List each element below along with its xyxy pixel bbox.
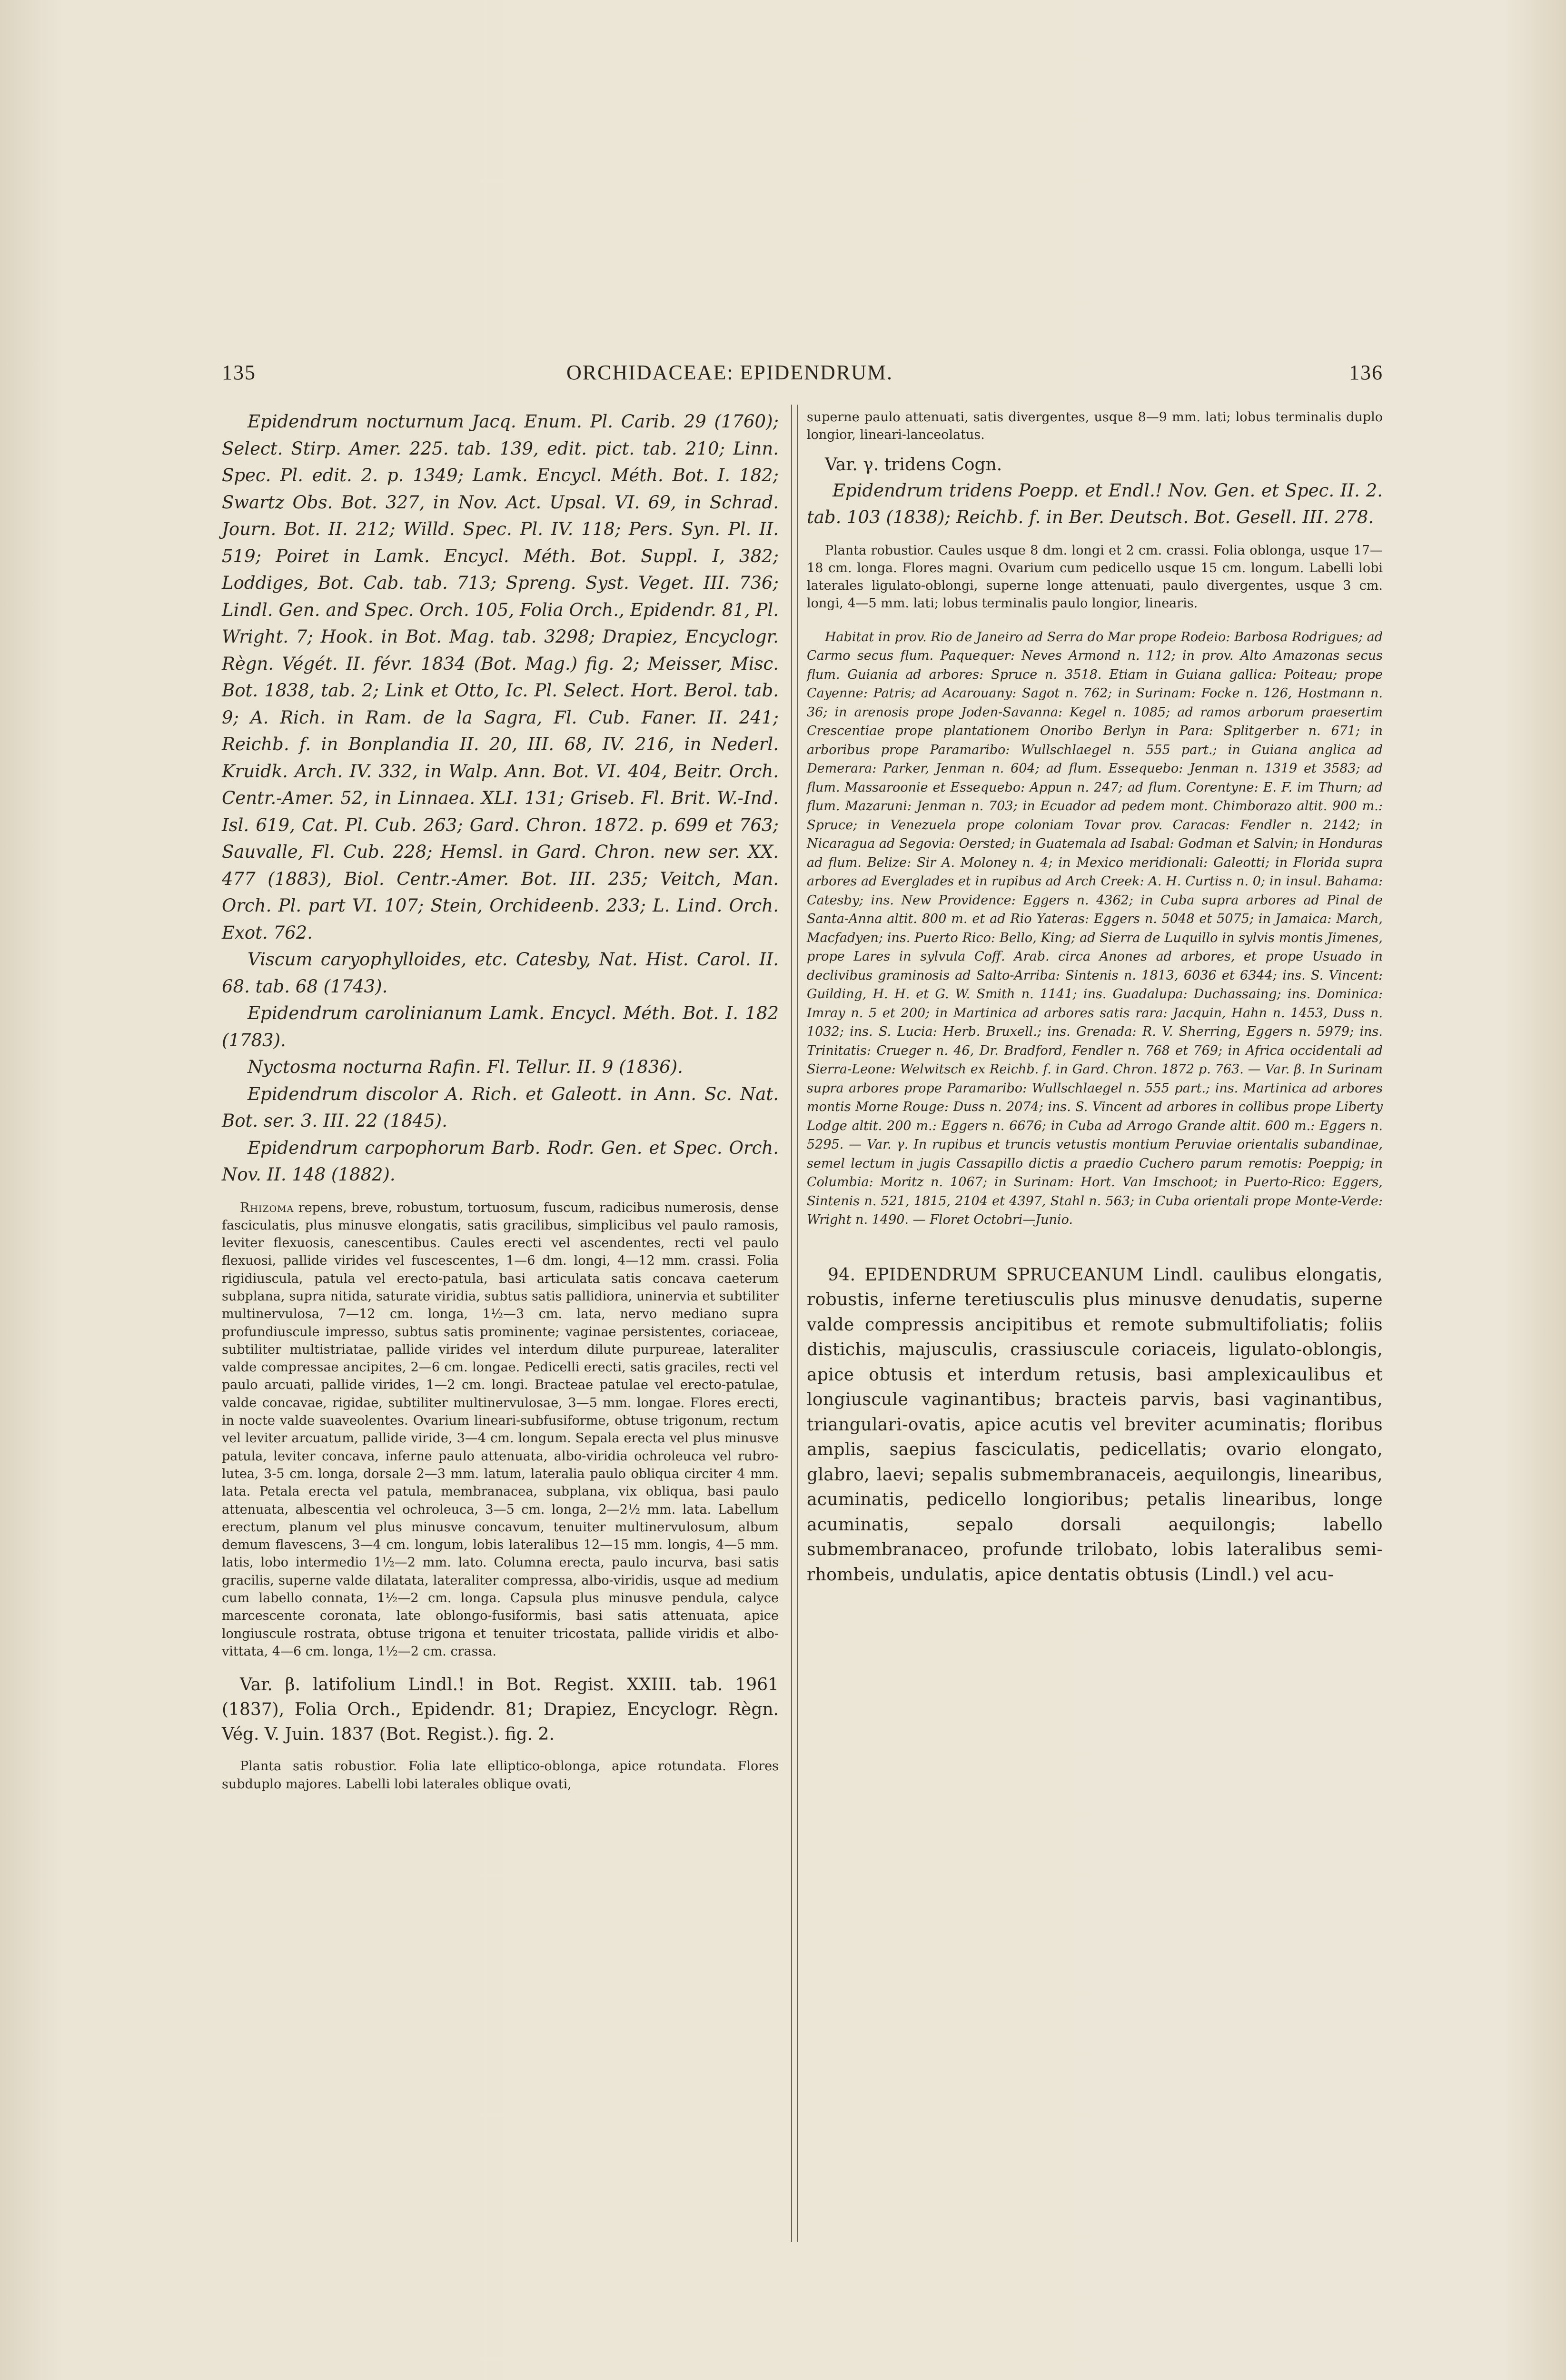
column-divider	[791, 405, 798, 2242]
synonym-citation: Epidendrum discolor A. Rich. et Galeott. in Ann. Sc. Nat. Bot. ser. 3. III. 22 (1845).	[222, 1083, 779, 1131]
variety-gamma-heading: Var. γ. tridens Cogn.	[825, 455, 1002, 475]
header-title: ORCHIDACEAE: EPIDENDRUM.	[566, 361, 893, 384]
page-number-right: 136	[1349, 361, 1383, 384]
synonym-citation: Epidendrum carolinianum Lamk. Encycl. Méth. Bot. I. 182 (1783).	[222, 1003, 779, 1051]
running-header	[222, 360, 1383, 398]
species-94-diagnosis: 94. EPIDENDRUM SPRUCEANUM Lindl. caulibus elongatis, robustis, inferne teretiusculis plus minusve denudatis, superne valde compressis ancipitibus et remote submultifoliatis; foliis distichis, majusculis, crassiuscule coriaceis, ligulato-oblongis, apice obtusis et interdum retusis, basi amplexicaulibus et longiuscule vaginantibus; bracteis parvis, basi vaginantibus, triangulari-ovatis, apice acutis vel breviter acuminatis; floribus amplis, saepius fasciculatis, pedicellatis; ovario elongato, glabro, laevi; sepalis submembranaceis, aequilongis, linearibus, acuminatis, pedicello longioribus; petalis linearibus, longe acuminatis, sepalo dorsali aequilongis; labello submembranaceo, profunde trilobato, lobis lateralibus semi-rhombeis, undulatis, apice dentatis obtusis (Lindl.) vel acu-	[807, 1265, 1383, 1585]
variety-beta-heading: Var. β. latifolium Lindl.! in Bot. Regist. XXIII. tab. 1961 (1837), Folia Orch., Epidendr. 81; Drapiez, Encyclogr. Règn. Vég. V. Juin. 1837 (Bot. Regist.). fig. 2.	[222, 1675, 779, 1745]
page-number-left: 135	[222, 361, 256, 384]
habitat-paragraph: Habitat in prov. Rio de Janeiro ad Serra do Mar prope Rodeio: Barbosa Rodrigues; ad Carmo secus flum. Paquequer: Neves Armond n. 112; in prov. Alto Amazonas secus flum. Guiania ad arbores: Spruce n. 3518. Etiam in Guiana gallica: Poiteau; prope Cayenne: Patris; ad Acarouany: Sagot n. 762; in Surinam: Focke n. 126, Hostmann n. 36; in arenosis prope Joden-Savanna: Kegel n. 1085; ad ramos arborum praesertim Crescentiae prope plantationem Onoribo Berlyn in Para: Splitgerber n. 671; in arboribus prope Paramaribo: Wullschlaegel n. 555 part.; in Guiana anglica ad Demerara: Parker, Jenman n. 604; ad flum. Essequebo: Jenman n. 1319 et 3583; ad flum. Massaroonie et Essequebo: Appun n. 247; ad flum. Corentyne: E. F. im Thurn; ad flum. Mazaruni: Jenman n. 703; in Ecuador ad pedem mont. Chimborazo altit. 900 m.: Spruce; in Venezuela prope coloniam Tovar prov. Caracas: Fendler n. 2142; in Nicaragua ad Segovia: Oersted; in Guatemala ad Isabal: Godman et Salvin; in Honduras ad flum. Belize: Sir A. Moloney n. 4; in Mexico meridionali: Galeotti; in Florida supra arbores ad Everglades et in rupibus ad Arch Creek: A. H. Curtiss n. 0; in insul. Bahama: Catesby; ins. New Providence: Eggers n. 4362; in Cuba supra arbores ad Pinal de Santa-Anna altit. 800 m. et ad Rio Yateras: Eggers n. 5048 et 5075; in Jamaica: March, Macfadyen; ins. Puerto Rico: Bello, King; ad Sierra de Luquillo in sylvis montis Jimenes, prope Lares in sylvula Coff. Arab. circa Anones ad arbores, et prope Usuado in declivibus graminosis ad Salto-Arriba: Sintenis n. 1813, 6036 et 6344; ins. S. Vincent: Guilding, H. H. et G. W. Smith n. 1141; ins. Guadalupa: Duchassaing; ins. Dominica: Imray n. 5 et 200; in Martinica ad arbores satis rara: Jacquin, Hahn n. 1453, Duss n. 1032; ins. S. Lucia: Herb. Bruxell.; ins. Grenada: R. V. Sherring, Eggers n. 5979; ins. Trinitatis: Crueger n. 46, Dr. Bradford, Fendler n. 768 et 769; in Africa occidentali ad Sierra-Leone: Welwitsch ex Reichb. f. in Gard. Chron. 1872 p. 763. — Var. β. In Surinam supra arbores prope Paramaribo: Wullschlaegel n. 555 part.; ins. Martinica ad arbores montis Morne Rouge: Duss n. 2074; ins. S. Vincent ad arbores in collibus prope Liberty Lodge altit. 200 m.: Eggers n. 6676; in Cuba ad Arrogo Grande altit. 600 m.: Eggers n. 5295. — Var. γ. In rupibus et truncis vetustis montium Peruviae orientalis subandinae, semel lectum in jugis Cassapillo dictis a praedio Cuchero parum remotis: Poeppig; in Columbia: Moritz n. 1067; in Surinam: Hort. Van Imschoot; in Puerto-Rico: Eggers, Sintenis n. 521, 1815, 2104 et 4397, Stahl n. 563; in Cuba orientali prope Monte-Verde: Wright n. 1490. — Floret Octobri—Junio.	[807, 629, 1383, 1228]
description-text: repens, breve, robustum, tortuosum, fuscum, radicibus numerosis, dense fasciculatis, plus minusve elongatis, satis gracilibus, simplicibus vel paulo ramosis, leviter flexuosis, canescentibus. Caules erecti vel ascendentes, recti vel paulo flexuosi, pallide virides vel fuscescentes, 1—6 dm. longi, 4—12 mm. crassi. Folia rigidiuscula, patula vel erecto-patula, basi articulata satis concava caeterum subplana, supra nitida, saturate viridia, subtus satis pallidiora, uninervia et subtiliter multinervulosa, 7—12 cm. longa, 1½—3 cm. lata, nervo mediano supra profundiuscule impresso, subtus satis prominente; vaginae persistentes, coriaceae, subtiliter multistriatae, pallide virides vel interdum dilute purpureae, lateraliter valde compressae ancipites, 2—6 cm. longae. Pedicelli erecti, satis graciles, recti vel paulo arcuati, pallide virides, 1—2 cm. longi. Bracteae patulae vel erecto-patulae, valde concavae, rigidae, subtiliter multinervulosae, 3—5 mm. longae. Flores erecti, in nocte valde suaveolentes. Ovarium lineari-subfusiforme, obtuse trigonum, rectum vel leviter arcuatum, pallide viride, 3—4 cm. longum. Sepala erecta vel plus minusve patula, leviter concava, inferne paulo attenuata, albo-viridia ochroleuca vel rubro-lutea, 3-5 cm. longa, dorsale 2—3 mm. latum, lateralia paulo obliqua circiter 4 mm. lata. Petala erecta vel patula, membranacea, subplana, vix obliqua, basi paulo attenuata, albescentia vel ochroleuca, 3—5 cm. longa, 2—2½ mm. lata. Labellum erectum, planum vel plus minusve concavum, tenuiter multinervulosum, album demum flavescens, 3—4 cm. longum, lobis lateralibus 12—15 mm. longis, 4—5 mm. latis, lobo intermedio 1½—2 mm. lato. Columna erecta, paulo incurva, basi satis gracilis, superne valde dilatata, lateraliter compressa, albo-viridis, usque ad medium cum labello connata, 1½—2 cm. longa. Capsula plus minusve pendula, calyce marcescente coronata, late oblongo-fusiformis, basi satis attenuata, apice longiuscule rostrata, obtuse trigona et tenuiter tricostata, pallide viridis et albo-vittata, 4—6 cm. longa, 1½—2 cm. crassa.	[222, 1200, 779, 1659]
variety-gamma-description: Planta robustior. Caules usque 8 dm. longi et 2 cm. crassi. Folia oblonga, usque 17—18 cm. longa. Flores magni. Ovarium cum pedicello usque 15 cm. longum. Labelli lobi laterales ligulato-oblongi, superne longe attenuati, paulo divergentes, usque 3 cm. longi, 4—5 mm. lati; lobus terminalis paulo longior, linearis.	[807, 543, 1383, 611]
right-column	[807, 408, 1383, 1587]
description-lead: Rhizoma	[240, 1200, 294, 1215]
synonym-citation: Epidendrum nocturnum Jacq. Enum. Pl. Carib. 29 (1760); Select. Stirp. Amer. 225. tab. 139, edit. pict. tab. 210; Linn. Spec. Pl. edit. 2. p. 1349; Lamk. Encycl. Méth. Bot. I. 182; Swartz Obs. Bot. 327, in Nov. Act. Upsal. VI. 69, in Schrad. Journ. Bot. II. 212; Willd. Spec. Pl. IV. 118; Pers. Syn. Pl. II. 519; Poiret in Lamk. Encycl. Méth. Bot. Suppl. I, 382; Loddiges, Bot. Cab. tab. 713; Spreng. Syst. Veget. III. 736; Lindl. Gen. and Spec. Orch. 105, Folia Orch., Epidendr. 81, Pl. Wright. 7; Hook. in Bot. Mag. tab. 3298; Drapiez, Encyclogr. Règn. Végét. II. févr. 1834 (Bot. Mag.) fig. 2; Meisser, Misc. Bot. 1838, tab. 2; Link et Otto, Ic. Pl. Select. Hort. Berol. tab. 9; A. Rich. in Ram. de la Sagra, Fl. Cub. Faner. II. 241; Reichb. f. in Bonplandia II. 20, III. 68, IV. 216, in Nederl. Kruidk. Arch. IV. 332, in Walp. Ann. Bot. VI. 404, Beitr. Orch. Centr.-Amer. 52, in Linnaea. XLI. 131; Griseb. Fl. Brit. W.-Ind. Isl. 619, Cat. Pl. Cub. 263; Gard. Chron. 1872. p. 699 et 763; Sauvalle, Fl. Cub. 228; Hemsl. in Gard. Chron. new ser. XX. 477 (1883), Biol. Centr.-Amer. Bot. III. 235; Veitch, Man. Orch. Pl. part VI. 107; Stein, Orchideenb. 233; L. Lind. Orch. Exot. 762.	[222, 411, 779, 943]
species-description	[222, 1199, 779, 1661]
synonym-citation: Viscum caryophylloides, etc. Catesby, Nat. Hist. Carol. II. 68. tab. 68 (1743).	[222, 949, 779, 997]
variety-gamma-citation: Epidendrum tridens Poepp. et Endl.! Nov. Gen. et Spec. II. 2. tab. 103 (1838); Reichb. f. in Ber. Deutsch. Bot. Gesell. III. 278.	[807, 480, 1383, 528]
synonym-citation: Epidendrum carpophorum Barb. Rodr. Gen. et Spec. Orch. Nov. II. 148 (1882).	[222, 1137, 779, 1185]
synonym-citation: Nyctosma nocturna Rafin. Fl. Tellur. II. 9 (1836).	[248, 1057, 683, 1077]
variety-beta-description: Planta satis robustior. Folia late elliptico-oblonga, apice rotundata. Flores subduplo majores. Labelli lobi laterales oblique ovati,	[222, 1759, 779, 1792]
left-column	[222, 408, 779, 1793]
description-continuation: superne paulo attenuati, satis divergentes, usque 8—9 mm. lati; lobus terminalis duplo longior, lineari-lanceolatus.	[807, 410, 1383, 443]
